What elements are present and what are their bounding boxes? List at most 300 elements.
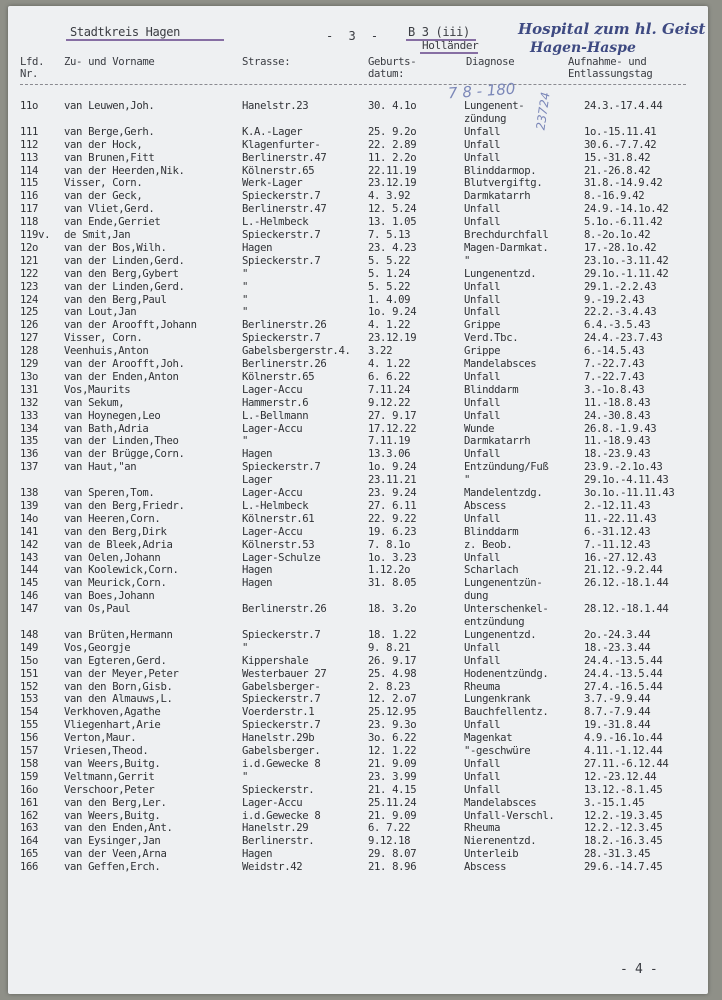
row-admission-dates: 4.11.-1.12.44: [584, 745, 663, 757]
row-birth-date: 25. 9.2o: [368, 125, 417, 138]
row-name: van den Almauws,L.: [64, 693, 173, 706]
row-street: Spieckerstr.7: [242, 190, 321, 203]
row-birth-date: 21. 9.09: [368, 757, 417, 770]
row-admission-dates: 24.3.-17.4.44: [584, 100, 663, 112]
row-diagnosis: Lungenentzd.: [464, 628, 537, 641]
row-number: 143: [20, 551, 39, 564]
row-admission-dates: 2.-12.11.43: [584, 499, 651, 512]
row-admission-dates: 23.9.-2.1o.43: [584, 461, 663, 474]
row-birth-date: 1. 4.09: [368, 293, 411, 306]
row-street: Kippershale: [242, 654, 309, 667]
row-name: van Egteren,Gerd.: [64, 654, 167, 667]
document-page: [8, 6, 708, 994]
row-street: ": [242, 280, 249, 293]
row-name: Veenhuis,Anton: [64, 345, 149, 358]
row-birth-date: 25. 4.98: [368, 667, 417, 680]
row-admission-dates: 26.12.-18.1.44: [584, 577, 669, 590]
row-birth-date: 25.12.95: [368, 706, 417, 719]
col-header-street: Strasse:: [242, 56, 291, 68]
row-number: 136: [20, 448, 39, 461]
row-admission-dates: 4.9.-16.1o.44: [584, 732, 663, 745]
row-name: van der Aroofft,Johann: [64, 319, 197, 332]
row-birth-date: 3.22: [368, 345, 393, 358]
row-admission-dates: 8.-2o.1o.42: [584, 229, 651, 241]
row-street: Spieckerstr.7: [242, 719, 321, 732]
row-street: ": [242, 641, 249, 654]
row-street: Spieckerstr.7: [242, 254, 321, 267]
row-street: Berlinerstr.47: [242, 151, 327, 164]
row-admission-dates: 24.-30.8.43: [584, 409, 651, 422]
row-name: van den Berg,Friedr.: [64, 499, 185, 512]
row-admission-dates: 7.-22.7.43: [584, 370, 645, 383]
row-name: van Heeren,Corn.: [64, 512, 161, 525]
row-diagnosis: Magenkat: [464, 732, 513, 745]
row-birth-date: 27. 6.11: [368, 499, 417, 512]
row-name: de Smit,Jan: [64, 229, 131, 241]
row-diagnosis: Unfall: [464, 719, 501, 732]
row-birth-date: 21. 9.09: [368, 809, 417, 822]
row-street: L.-Bellmann: [242, 409, 309, 422]
row-diagnosis: Rheuma: [464, 822, 501, 835]
row-birth-date: 2. 8.23: [368, 680, 411, 693]
row-name: van Os,Paul: [64, 603, 131, 616]
row-diagnosis: Nierenentzd.: [464, 835, 537, 848]
row-name: van der Geck,: [64, 190, 143, 203]
row-admission-dates: 29.1o.-1.11.42: [584, 267, 669, 280]
row-birth-date: 30. 4.1o: [368, 100, 417, 112]
row-number: 156: [20, 732, 39, 745]
row-number: 161: [20, 796, 39, 809]
row-birth-date: 23. 4.23: [368, 241, 417, 254]
row-street: Hanelstr.29: [242, 822, 309, 835]
row-admission-dates: 22.2.-3.4.43: [584, 306, 657, 319]
row-street: Kölnerstr.65: [242, 370, 315, 383]
row-number: 111: [20, 125, 39, 138]
row-admission-dates: 11.-22.11.43: [584, 512, 657, 525]
row-number: 145: [20, 577, 39, 590]
row-admission-dates: 18.2.-16.3.45: [584, 835, 663, 848]
row-number: 13o: [20, 370, 39, 383]
row-admission-dates: 7.-11.12.43: [584, 538, 651, 551]
row-street: Lager-Accu: [242, 525, 303, 538]
row-diagnosis: Unfall: [464, 216, 501, 229]
origin-underline: [420, 52, 478, 54]
row-street: Spieckerstr.7: [242, 461, 321, 474]
row-diagnosis: z. Beob.: [464, 538, 513, 551]
col-header-name: Zu- und Vorname: [64, 56, 155, 68]
row-diagnosis: Unfall: [464, 293, 501, 306]
row-street: Berlinerstr.26: [242, 603, 327, 616]
row-diagnosis: Unfall: [464, 783, 501, 796]
row-admission-dates: 15.-31.8.42: [584, 151, 651, 164]
row-admission-dates: 7.-22.7.43: [584, 358, 645, 370]
row-name: Vliegenhart,Arie: [64, 719, 161, 732]
row-name: van der Linden,Gerd.: [64, 254, 185, 267]
row-name: van Oelen,Johann: [64, 551, 161, 564]
row-name: van Lout,Jan: [64, 306, 137, 319]
row-admission-dates: 29.1o.-4.11.43: [584, 474, 669, 487]
row-name: van Brunen,Fitt: [64, 151, 155, 164]
row-birth-date: 19. 6.23: [368, 525, 417, 538]
row-number: 14o: [20, 512, 39, 525]
row-number: 117: [20, 203, 39, 216]
row-diagnosis: dung: [464, 590, 489, 603]
row-number: 153: [20, 693, 39, 706]
row-admission-dates: 3.7.-9.9.44: [584, 693, 651, 706]
row-street: Hagen: [242, 564, 273, 577]
row-admission-dates: 3.-15.1.45: [584, 796, 645, 809]
row-name: Visser, Corn.: [64, 332, 143, 345]
pencil-margin-note: 23724: [533, 91, 553, 131]
row-birth-date: 13. 1.05: [368, 216, 417, 229]
row-birth-date: 12. 2.o7: [368, 693, 417, 706]
row-number: 131: [20, 383, 39, 396]
row-admission-dates: 2o.-24.3.44: [584, 628, 651, 641]
row-diagnosis: Unfall: [464, 654, 501, 667]
row-diagnosis: Verd.Tbc.: [464, 332, 519, 345]
row-name: van der Enden,Anton: [64, 370, 179, 383]
row-birth-date: 1o. 9.24: [368, 306, 417, 319]
row-diagnosis: Entzündung/Fuß: [464, 461, 549, 474]
row-number: 142: [20, 538, 39, 551]
row-diagnosis: Blutvergiftg.: [464, 177, 543, 190]
row-admission-dates: 9.-19.2.43: [584, 293, 645, 306]
row-name: van der Veen,Arna: [64, 848, 167, 861]
row-name: Verton,Maur.: [64, 732, 137, 745]
row-number: 163: [20, 822, 39, 835]
row-street: Gabelsberger-: [242, 680, 321, 693]
row-diagnosis: Unfall: [464, 370, 501, 383]
row-admission-dates: 24.4.-13.5.44: [584, 667, 663, 680]
row-diagnosis: Unfall: [464, 512, 501, 525]
row-diagnosis: Unfall-Verschl.: [464, 809, 555, 822]
row-birth-date: 1.12.2o: [368, 564, 411, 577]
row-number: 137: [20, 461, 39, 474]
row-number: 139: [20, 499, 39, 512]
row-diagnosis: Blinddarmop.: [464, 164, 537, 177]
row-birth-date: 12. 5.24: [368, 203, 417, 216]
row-street: Gabelsbergerstr.4.: [242, 345, 351, 358]
row-street: Lager-Accu: [242, 383, 303, 396]
row-name: Verschoor,Peter: [64, 783, 155, 796]
row-number: 11o: [20, 100, 39, 112]
sheet-code: B 3 (iii): [408, 25, 470, 39]
row-admission-dates: 12.2.-19.3.45: [584, 809, 663, 822]
row-name: van Bath,Adria: [64, 422, 149, 435]
origin-label: Holländer: [422, 39, 479, 52]
row-birth-date: 18. 3.2o: [368, 603, 417, 616]
row-birth-date: 9.12.22: [368, 396, 411, 409]
row-name: van Weers,Buitg.: [64, 809, 161, 822]
row-birth-date: 4. 1.22: [368, 319, 411, 332]
row-street: Hagen: [242, 577, 273, 590]
row-name: van der Heerden,Nik.: [64, 164, 185, 177]
row-diagnosis: ": [464, 254, 471, 267]
row-birth-date: 1o. 9.24: [368, 461, 417, 474]
pencil-note: 7 8 - 180: [447, 79, 516, 103]
row-street: Spieckerstr.7: [242, 628, 321, 641]
row-name: van den Berg,Dirk: [64, 525, 167, 538]
row-name: van Geffen,Erch.: [64, 861, 161, 874]
row-name: van der Hock,: [64, 138, 143, 151]
row-name: van der Linden,Gerd.: [64, 280, 185, 293]
row-birth-date: 29. 8.07: [368, 848, 417, 861]
row-birth-date: 27. 9.17: [368, 409, 417, 422]
row-birth-date: 7.11.19: [368, 435, 411, 448]
footer-page-mark: - 4 -: [620, 962, 658, 977]
row-name: van den Berg,Ler.: [64, 796, 167, 809]
row-number: 134: [20, 422, 39, 435]
row-diagnosis: Unfall: [464, 551, 501, 564]
row-admission-dates: 16.-27.12.43: [584, 551, 657, 564]
row-number: 165: [20, 848, 39, 861]
row-number: 148: [20, 628, 39, 641]
row-birth-date: 23.12.19: [368, 177, 417, 190]
row-diagnosis: Scharlach: [464, 564, 519, 577]
row-street: Berlinerstr.: [242, 835, 315, 848]
row-name: van Meurick,Corn.: [64, 577, 167, 590]
row-street: ": [242, 267, 249, 280]
row-name: Vos,Georgje: [64, 641, 131, 654]
row-street: K.A.-Lager: [242, 125, 303, 138]
row-diagnosis: Unfall: [464, 280, 501, 293]
row-birth-date: 6. 6.22: [368, 370, 411, 383]
row-number: 151: [20, 667, 39, 680]
header-separator: [20, 84, 686, 85]
row-admission-dates: 18.-23.3.44: [584, 641, 651, 654]
row-birth-date: 5. 5.22: [368, 280, 411, 293]
row-street: Hagen: [242, 241, 273, 254]
row-birth-date: 23. 9.3o: [368, 719, 417, 732]
row-number: 138: [20, 487, 39, 499]
row-birth-date: 3o. 6.22: [368, 732, 417, 745]
row-number: 154: [20, 706, 39, 719]
row-diagnosis: Unfall: [464, 409, 501, 422]
row-number: 115: [20, 177, 39, 190]
row-street: Hammerstr.6: [242, 396, 309, 409]
row-diagnosis: Lungenentzün-: [464, 577, 543, 590]
row-diagnosis: ": [464, 474, 471, 487]
row-number: 123: [20, 280, 39, 293]
row-number: 144: [20, 564, 39, 577]
row-name: van de Bleek,Adria: [64, 538, 173, 551]
row-name: Veltmann,Gerrit: [64, 770, 155, 783]
row-street: Lager: [242, 474, 273, 487]
row-number: 164: [20, 835, 39, 848]
row-admission-dates: 11.-18.8.43: [584, 396, 651, 409]
row-number: 119v.: [20, 229, 51, 241]
row-street: Gabelsberger.: [242, 745, 321, 757]
row-name: van Weers,Buitg.: [64, 757, 161, 770]
row-street: Spieckerstr.7: [242, 229, 321, 241]
row-birth-date: 7.11.24: [368, 383, 411, 396]
row-street: Berlinerstr.26: [242, 319, 327, 332]
row-admission-dates: 24.4.-13.5.44: [584, 654, 663, 667]
row-admission-dates: 26.8.-1.9.43: [584, 422, 657, 435]
row-number: 158: [20, 757, 39, 770]
row-admission-dates: 29.6.-14.7.45: [584, 861, 663, 874]
row-diagnosis: Lungenentzd.: [464, 267, 537, 280]
row-number: 149: [20, 641, 39, 654]
row-admission-dates: 30.6.-7.7.42: [584, 138, 657, 151]
row-street: Lager-Schulze: [242, 551, 321, 564]
row-diagnosis: Bauchfellentz.: [464, 706, 549, 719]
row-name: van Haut,"an: [64, 461, 137, 474]
row-birth-date: 7. 5.13: [368, 229, 411, 241]
row-diagnosis: Unfall: [464, 306, 501, 319]
row-number: 152: [20, 680, 39, 693]
row-number: 121: [20, 254, 39, 267]
row-street: Voerderstr.1: [242, 706, 315, 719]
col-header-diagnosis: Diagnose: [466, 56, 515, 68]
row-birth-date: 21. 8.96: [368, 861, 417, 874]
row-birth-date: 12. 1.22: [368, 745, 417, 757]
row-number: 159: [20, 770, 39, 783]
row-name: Vriesen,Theod.: [64, 745, 149, 757]
row-street: ": [242, 306, 249, 319]
row-number: 15o: [20, 654, 39, 667]
row-diagnosis: Lungenkrank: [464, 693, 531, 706]
row-diagnosis: Blinddarm: [464, 525, 519, 538]
row-admission-dates: 23.1o.-3.11.42: [584, 254, 669, 267]
row-birth-date: 26. 9.17: [368, 654, 417, 667]
row-street: Berlinerstr.26: [242, 358, 327, 370]
row-birth-date: 13.3.06: [368, 448, 411, 461]
row-admission-dates: 11.-18.9.43: [584, 435, 651, 448]
row-number: 125: [20, 306, 39, 319]
row-admission-dates: 6.-31.12.43: [584, 525, 651, 538]
row-birth-date: 22.11.19: [368, 164, 417, 177]
row-birth-date: 21. 4.15: [368, 783, 417, 796]
row-admission-dates: 27.4.-16.5.44: [584, 680, 663, 693]
row-birth-date: 5. 5.22: [368, 254, 411, 267]
row-street: Hanelstr.29b: [242, 732, 315, 745]
row-street: Spieckerstr.7: [242, 693, 321, 706]
row-name: van den Enden,Ant.: [64, 822, 173, 835]
row-number: 135: [20, 435, 39, 448]
row-diagnosis: Magen-Darmkat.: [464, 241, 549, 254]
row-number: 122: [20, 267, 39, 280]
row-street: ": [242, 435, 249, 448]
row-diagnosis: Grippe: [464, 345, 501, 358]
row-birth-date: 23.12.19: [368, 332, 417, 345]
row-birth-date: 23.11.21: [368, 474, 417, 487]
col-header-birth: Geburts- datum:: [368, 56, 417, 80]
row-number: 113: [20, 151, 39, 164]
row-name: van Brüten,Hermann: [64, 628, 173, 641]
row-birth-date: 9.12.18: [368, 835, 411, 848]
row-number: 118: [20, 216, 39, 229]
row-birth-date: 17.12.22: [368, 422, 417, 435]
row-birth-date: 18. 1.22: [368, 628, 417, 641]
row-diagnosis: Unfall: [464, 757, 501, 770]
row-diagnosis: zündung: [464, 112, 507, 125]
row-diagnosis: Unfall: [464, 448, 501, 461]
row-name: van Sekum,: [64, 396, 125, 409]
row-street: Berlinerstr.47: [242, 203, 327, 216]
row-admission-dates: 28.12.-18.1.44: [584, 603, 669, 616]
hospital-stamp-line1: Hospital zum hl. Geist: [518, 20, 706, 38]
row-admission-dates: 3.-1o.8.43: [584, 383, 645, 396]
row-birth-date: 22. 9.22: [368, 512, 417, 525]
row-diagnosis: Unfall: [464, 138, 501, 151]
row-admission-dates: 19.-31.8.44: [584, 719, 651, 732]
row-street: i.d.Gewecke 8: [242, 809, 321, 822]
row-number: 147: [20, 603, 39, 616]
row-diagnosis: entzündung: [464, 616, 525, 628]
row-street: ": [242, 770, 249, 783]
row-diagnosis: Brechdurchfall: [464, 229, 549, 241]
row-street: Kölnerstr.65: [242, 164, 315, 177]
row-diagnosis: Blinddarm: [464, 383, 519, 396]
row-admission-dates: 8.-16.9.42: [584, 190, 645, 203]
row-street: Kölnerstr.61: [242, 512, 315, 525]
hospital-stamp-line2: Hagen-Haspe: [530, 40, 636, 56]
row-number: 157: [20, 745, 39, 757]
row-diagnosis: Mandelentzdg.: [464, 487, 543, 499]
row-name: van der Meyer,Peter: [64, 667, 179, 680]
row-diagnosis: Unfall: [464, 203, 501, 216]
row-birth-date: 23. 3.99: [368, 770, 417, 783]
row-name: van Leuwen,Joh.: [64, 100, 155, 112]
row-diagnosis: Lungenent-: [464, 100, 525, 112]
row-diagnosis: Hodenentzündg.: [464, 667, 549, 680]
row-name: Visser, Corn.: [64, 177, 143, 190]
row-number: 162: [20, 809, 39, 822]
row-admission-dates: 3o.1o.-11.11.43: [584, 487, 675, 499]
row-diagnosis: Wunde: [464, 422, 495, 435]
row-name: van Koolewick,Corn.: [64, 564, 179, 577]
row-number: 114: [20, 164, 39, 177]
row-number: 127: [20, 332, 39, 345]
row-diagnosis: Mandelabsces: [464, 358, 537, 370]
row-admission-dates: 17.-28.1o.42: [584, 241, 657, 254]
row-name: van der Brügge,Corn.: [64, 448, 185, 461]
row-street: Hagen: [242, 848, 273, 861]
row-number: 116: [20, 190, 39, 203]
row-name: van den Berg,Gybert: [64, 267, 179, 280]
row-admission-dates: 8.7.-7.9.44: [584, 706, 651, 719]
row-admission-dates: 28.-31.3.45: [584, 848, 651, 861]
row-birth-date: 5. 1.24: [368, 267, 411, 280]
row-birth-date: 22. 2.89: [368, 138, 417, 151]
row-diagnosis: Grippe: [464, 319, 501, 332]
row-number: 16o: [20, 783, 39, 796]
row-birth-date: 4. 1.22: [368, 358, 411, 370]
row-diagnosis: Unfall: [464, 151, 501, 164]
row-street: Spieckerstr.: [242, 783, 315, 796]
row-admission-dates: 21.12.-9.2.44: [584, 564, 663, 577]
row-street: L.-Helmbeck: [242, 216, 309, 229]
row-diagnosis: Unfall: [464, 396, 501, 409]
district-title: Stadtkreis Hagen: [70, 25, 180, 39]
row-admission-dates: 24.9.-14.1o.42: [584, 203, 669, 216]
row-admission-dates: 27.11.-6.12.44: [584, 757, 669, 770]
row-admission-dates: 21.-26.8.42: [584, 164, 651, 177]
row-street: Spieckerstr.7: [242, 332, 321, 345]
row-admission-dates: 13.12.-8.1.45: [584, 783, 663, 796]
row-diagnosis: Unfall: [464, 770, 501, 783]
row-number: 166: [20, 861, 39, 874]
row-birth-date: 7. 8.1o: [368, 538, 411, 551]
row-admission-dates: 1o.-15.11.41: [584, 125, 657, 138]
row-street: Hanelstr.23: [242, 100, 309, 112]
row-name: van der Aroofft,Joh.: [64, 358, 185, 370]
row-street: Werk-Lager: [242, 177, 303, 190]
row-name: van Berge,Gerh.: [64, 125, 155, 138]
row-birth-date: 6. 7.22: [368, 822, 411, 835]
row-admission-dates: 5.1o.-6.11.42: [584, 216, 663, 229]
